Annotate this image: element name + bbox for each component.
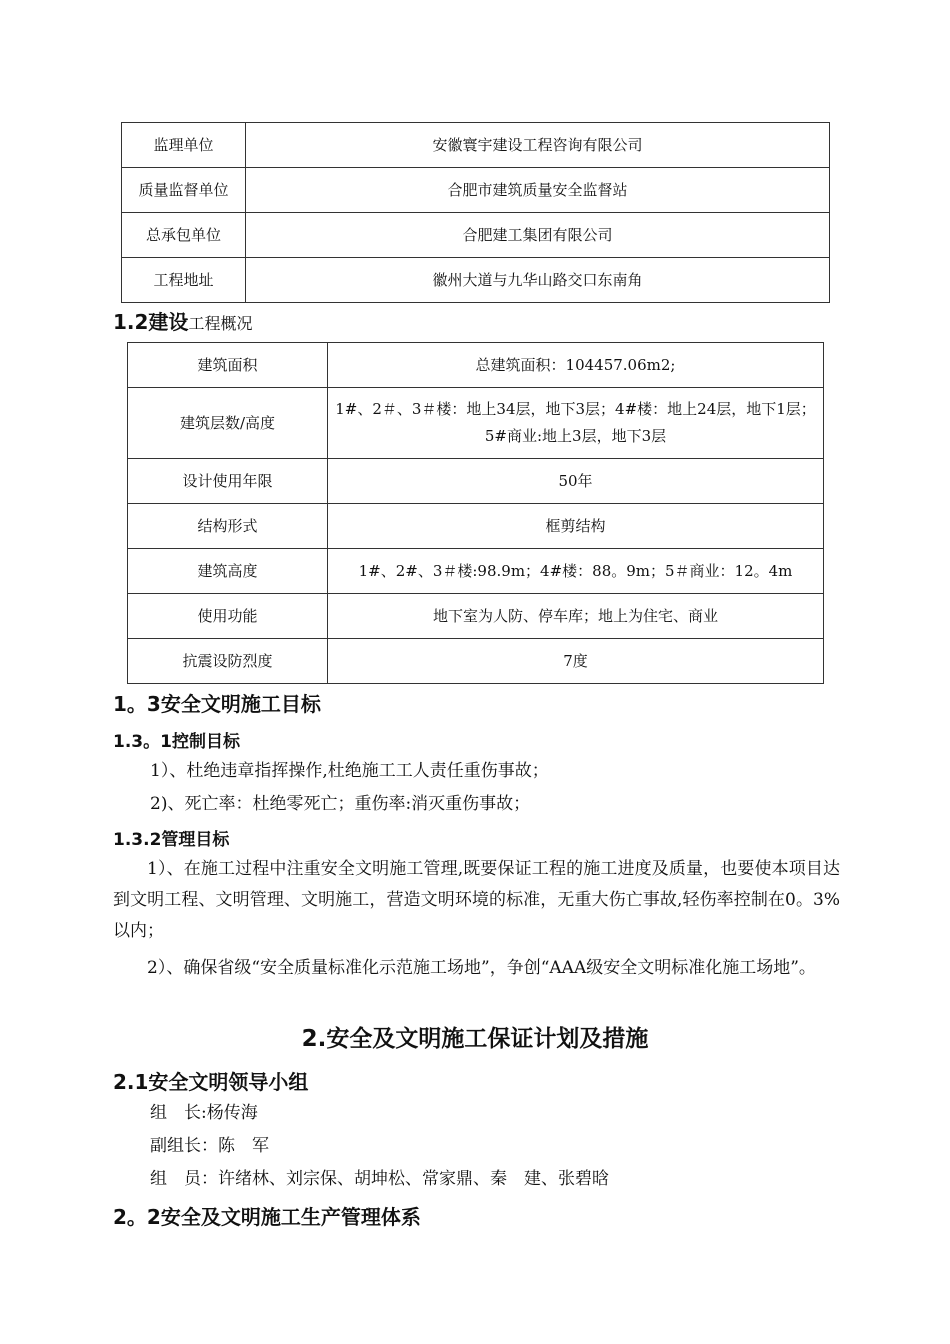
row-label: 使用功能 <box>128 594 328 639</box>
table-row <box>128 388 824 459</box>
table-row <box>128 594 824 639</box>
section-1-3-heading: 1。3安全文明施工目标 <box>113 692 321 716</box>
row-value: 50年 <box>328 459 824 504</box>
table-row <box>128 343 824 388</box>
row-label: 质量监督单位 <box>122 168 246 213</box>
table-row <box>122 123 830 168</box>
row-label: 建筑面积 <box>128 343 328 388</box>
heading-bold-part: 1.2建设 <box>113 310 189 334</box>
management-goal-paragraph: 1）、在施工过程中注重安全文明施工管理,既要保证工程的施工进度及质量，也要使本项目达到文明工程、文明管理、文明施工，营造文明环境的标准，无重大伤亡事故,轻伤率控制在0。3%以内； <box>113 859 840 941</box>
section-2-2-heading: 2。2安全及文明施工生产管理体系 <box>113 1205 421 1229</box>
row-label: 总承包单位 <box>122 213 246 258</box>
section-1-3-1-heading: 1.3。1控制目标 <box>113 732 240 752</box>
row-value: 合肥建工集团有限公司 <box>246 213 830 258</box>
row-value: 1#、2#、3＃楼:98.9m；4#楼：88。9m；5＃商业：12。4m <box>328 549 824 594</box>
control-goal-item: 2)、死亡率：杜绝零死亡；重伤率:消灭重伤事故； <box>150 794 531 814</box>
row-label: 建筑层数/高度 <box>128 388 328 459</box>
row-label: 监理单位 <box>122 123 246 168</box>
row-label: 工程地址 <box>122 258 246 303</box>
chapter-2-title: 2.安全及文明施工保证计划及措施 <box>301 1026 649 1052</box>
group-deputy-line: 副组长：陈 军 <box>150 1136 269 1156</box>
section-1-3-2-heading: 1.3.2管理目标 <box>113 830 230 850</box>
table-row <box>128 549 824 594</box>
group-leader-line: 组 长:杨传海 <box>150 1103 258 1123</box>
group-members-line: 组 员：许绪林、刘宗保、胡坤松、常家鼎、秦 建、张碧晗 <box>150 1169 609 1189</box>
table-row <box>122 168 830 213</box>
row-label: 设计使用年限 <box>128 459 328 504</box>
section-2-1-heading: 2.1安全文明领导小组 <box>113 1070 309 1094</box>
row-value: 框剪结构 <box>328 504 824 549</box>
row-label: 抗震设防烈度 <box>128 639 328 684</box>
heading-light-part: 工程概况 <box>188 314 253 333</box>
row-value: 1#、2＃、3＃楼：地上34层，地下3层；4#楼：地上24层，地下1层；5#商业:地上3层，地下3层 <box>328 388 824 459</box>
row-label: 结构形式 <box>128 504 328 549</box>
row-label: 建筑高度 <box>128 549 328 594</box>
row-value: 合肥市建筑质量安全监督站 <box>246 168 830 213</box>
row-value: 安徽寰宇建设工程咨询有限公司 <box>246 123 830 168</box>
table-row <box>122 213 830 258</box>
row-value: 总建筑面积：104457.06m2; <box>328 343 824 388</box>
table-row <box>128 504 824 549</box>
organization-table <box>121 122 830 303</box>
project-overview-table <box>127 342 824 684</box>
section-1-2-heading <box>113 306 252 335</box>
control-goal-item: 1）、杜绝违章指挥操作,杜绝施工工人责任重伤事故； <box>150 761 549 781</box>
table-row <box>128 639 824 684</box>
row-value: 7度 <box>328 639 824 684</box>
row-value: 地下室为人防、停车库；地上为住宅、商业 <box>328 594 824 639</box>
table-row <box>122 258 830 303</box>
management-goal-paragraph: 2）、确保省级“安全质量标准化示范施工场地”，争创“AAA级安全文明标准化施工场地”。 <box>147 958 816 978</box>
row-value: 徽州大道与九华山路交口东南角 <box>246 258 830 303</box>
table-row <box>128 459 824 504</box>
